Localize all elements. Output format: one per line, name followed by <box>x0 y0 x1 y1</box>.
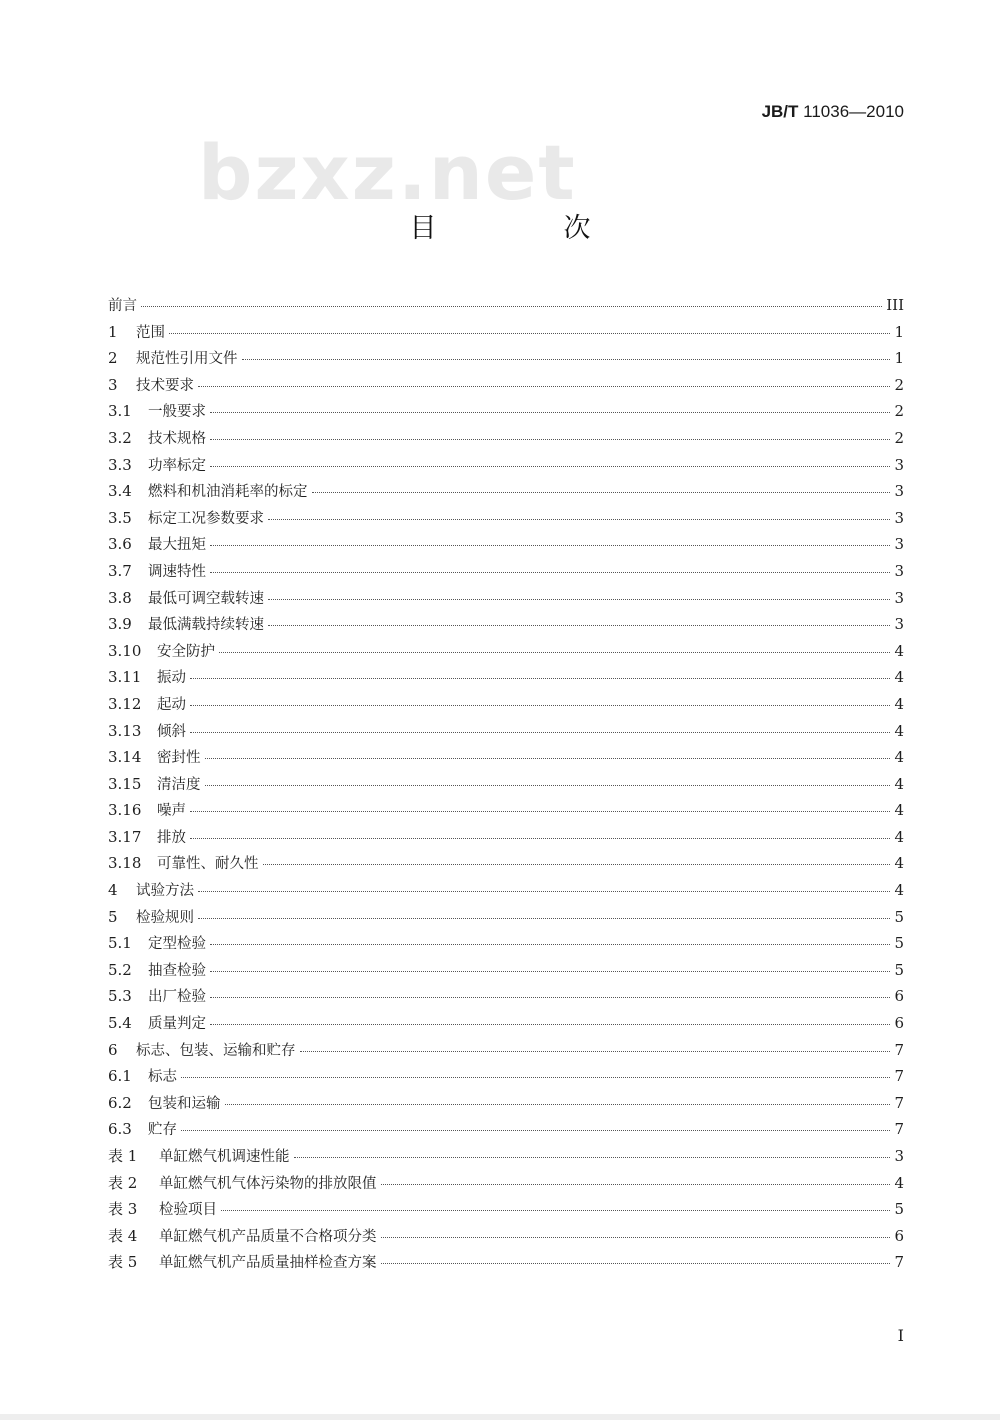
toc-entry-number: 3.1 <box>108 402 132 421</box>
toc-dot-leader <box>210 412 890 413</box>
toc-entry-title: 包装和运输 <box>148 1095 221 1112</box>
toc-dot-leader <box>181 1077 890 1078</box>
toc-entry-number: 3.11 <box>108 668 142 687</box>
toc-entry[interactable] <box>108 319 904 346</box>
toc-entry-title: 调速特性 <box>148 563 206 580</box>
toc-entry-number: 5.4 <box>108 1014 132 1033</box>
toc-entry-page: 7 <box>894 1253 904 1272</box>
toc-entry-page: 2 <box>894 375 904 394</box>
toc-dot-leader <box>263 864 891 865</box>
toc-entry-page: 6 <box>894 1226 904 1245</box>
toc-entry-title: 单缸燃气机产品质量抽样检查方案 <box>159 1255 377 1272</box>
toc-entry-page: 7 <box>894 1040 904 1059</box>
toc-dot-leader <box>210 466 890 467</box>
toc-entry-title: 检验项目 <box>159 1202 217 1219</box>
toc-dot-leader <box>210 944 890 945</box>
toc-entry-title: 技术规格 <box>148 430 206 447</box>
toc-entry-page: 2 <box>894 402 904 421</box>
toc-dot-leader <box>210 971 890 972</box>
toc-entry-title: 密封性 <box>157 750 201 767</box>
toc-entry-title: 质量判定 <box>148 1016 206 1033</box>
toc-entry[interactable] <box>108 638 904 665</box>
toc-dot-leader <box>312 492 891 493</box>
toc-entry[interactable] <box>108 345 904 372</box>
toc-entry-title: 单缸燃气机产品质量不合格项分类 <box>159 1228 377 1245</box>
toc-dot-leader <box>294 1157 891 1158</box>
toc-entry-page: 3 <box>894 482 904 501</box>
toc-dot-leader <box>190 705 890 706</box>
toc-dot-leader <box>190 678 890 679</box>
toc-entry-number: 3.13 <box>108 721 142 740</box>
toc-entry[interactable] <box>108 904 904 931</box>
toc-dot-leader <box>381 1184 891 1185</box>
watermark: bzxz.net <box>198 128 577 217</box>
toc-entry-page: 4 <box>894 668 904 687</box>
toc-entry[interactable] <box>108 531 904 558</box>
toc-entry[interactable] <box>108 398 904 425</box>
toc-entry-page: 4 <box>894 694 904 713</box>
toc-dot-leader <box>181 1130 890 1131</box>
toc-entry[interactable] <box>108 452 904 479</box>
toc-entry[interactable] <box>108 505 904 532</box>
toc-entry[interactable] <box>108 372 904 399</box>
page-title: 目 次 <box>409 213 641 244</box>
toc-entry-title: 抽查检验 <box>148 962 206 979</box>
toc-entry-page: 7 <box>894 1067 904 1086</box>
toc-entry-number: 2 <box>108 349 118 368</box>
toc-entry[interactable] <box>108 930 904 957</box>
toc-dot-leader <box>381 1263 891 1264</box>
toc-entry-page: 3 <box>894 1147 904 1165</box>
toc-dot-leader <box>221 1210 890 1211</box>
toc-dot-leader <box>205 758 891 759</box>
toc-entry-number: 3.17 <box>108 827 142 846</box>
toc-entry-page: 4 <box>894 721 904 740</box>
toc-dot-leader <box>190 838 890 839</box>
standard-prefix: JB/T <box>761 102 799 121</box>
toc-entry-number: 5 <box>108 907 118 926</box>
toc-entry[interactable] <box>108 664 904 691</box>
toc-entry-number: 6.2 <box>108 1093 132 1112</box>
toc-entry-title: 最低可调空载转速 <box>148 590 264 607</box>
toc-entry-page: 7 <box>894 1120 904 1139</box>
toc-entry-number: 3.10 <box>108 641 142 660</box>
toc-entry-title: 清洁度 <box>157 776 201 793</box>
toc-entry-page: 1 <box>894 322 904 341</box>
toc-entry-number: 3.4 <box>108 482 132 501</box>
toc-dot-leader <box>198 918 890 919</box>
toc-entry-number: 3.16 <box>108 801 142 820</box>
toc-dot-leader <box>198 386 890 387</box>
toc-entry-page: 7 <box>894 1093 904 1112</box>
toc-entry[interactable] <box>108 1010 904 1037</box>
toc-entry-page: 6 <box>894 987 904 1006</box>
toc-entry-number: 6.1 <box>108 1067 132 1086</box>
toc-entry-page: 5 <box>894 960 904 979</box>
toc-entry-number: 5.1 <box>108 934 132 953</box>
toc-entry-number: 3.5 <box>108 508 132 527</box>
toc-entry-number: 4 <box>108 881 118 900</box>
toc-dot-leader <box>225 1104 891 1105</box>
toc-entry-title: 标志 <box>148 1069 177 1086</box>
toc-dot-leader <box>210 572 890 573</box>
toc-entry-number: 3.8 <box>108 588 132 607</box>
toc-entry[interactable] <box>108 478 904 505</box>
toc-entry[interactable] <box>108 292 904 319</box>
toc-entry-page: 4 <box>894 801 904 820</box>
toc-entry-page: 5 <box>894 934 904 953</box>
toc-entry[interactable] <box>108 850 904 877</box>
toc-entry-page: 4 <box>894 748 904 767</box>
toc-entry-title: 功率标定 <box>148 457 206 474</box>
toc-entry-title: 噪声 <box>157 803 186 820</box>
toc-entry-title: 贮存 <box>148 1122 177 1139</box>
toc-entry-title: 标志、包装、运输和贮存 <box>136 1042 296 1059</box>
toc-entry-page: 4 <box>894 774 904 793</box>
toc-entry[interactable] <box>108 611 904 638</box>
toc-entry-title: 单缸燃气机调速性能 <box>159 1149 290 1165</box>
toc-entry-number: 表 1 <box>108 1147 138 1165</box>
toc-entry-title: 一般要求 <box>148 404 206 421</box>
toc-entry-title: 检验规则 <box>136 909 194 926</box>
toc-entry-number: 3.12 <box>108 694 142 713</box>
toc-entry-number: 表 4 <box>108 1226 138 1245</box>
toc-entry-page: 4 <box>894 827 904 846</box>
toc-entry[interactable] <box>108 1037 904 1064</box>
toc-dot-leader <box>268 519 890 520</box>
toc-dot-leader <box>381 1237 891 1238</box>
toc-dot-leader <box>268 599 890 600</box>
toc-entry-number: 6 <box>108 1040 118 1059</box>
toc-entry-title: 振动 <box>157 670 186 687</box>
toc-entry-page: 3 <box>894 561 904 580</box>
toc-entry[interactable] <box>108 824 904 851</box>
toc-entry[interactable] <box>108 718 904 745</box>
toc-entry-page: 6 <box>894 1014 904 1033</box>
toc-entry-title: 试验方法 <box>136 883 194 900</box>
toc-entry[interactable] <box>108 425 904 452</box>
toc-entry[interactable] <box>108 1090 904 1117</box>
toc-entry-title: 范围 <box>136 324 165 341</box>
toc-entry-number: 3.7 <box>108 561 132 580</box>
toc-dot-leader <box>190 732 890 733</box>
toc-entry-page: 3 <box>894 455 904 474</box>
toc-entry-number: 3.9 <box>108 615 132 634</box>
toc-entry-title: 最大扭矩 <box>148 537 206 554</box>
toc-entry[interactable] <box>108 691 904 718</box>
toc-entry-page: 4 <box>894 854 904 873</box>
toc-entry-number: 3 <box>108 375 118 394</box>
toc-entry-number: 3.15 <box>108 774 142 793</box>
toc-entry[interactable] <box>108 585 904 612</box>
toc-entry[interactable] <box>108 1170 904 1197</box>
standard-code: 11036—2010 <box>803 102 904 121</box>
toc-dot-leader <box>141 306 882 307</box>
toc-entry[interactable] <box>108 877 904 904</box>
toc-entry-title: 起动 <box>157 696 186 713</box>
toc-entry-page: 3 <box>894 615 904 634</box>
toc-entry-title: 技术要求 <box>136 377 194 394</box>
toc-entry-title: 倾斜 <box>157 723 186 740</box>
toc-entry-number: 5.2 <box>108 960 132 979</box>
toc-entry[interactable] <box>108 558 904 585</box>
toc-entry-number: 表 3 <box>108 1200 138 1219</box>
toc-dot-leader <box>242 359 891 360</box>
toc-dot-leader <box>210 439 890 440</box>
toc-entry[interactable] <box>108 771 904 798</box>
toc-entry-page: 4 <box>894 641 904 660</box>
toc-entry[interactable] <box>108 797 904 824</box>
toc-entry-title: 规范性引用文件 <box>136 351 238 368</box>
toc-entry-number: 表 5 <box>108 1253 138 1272</box>
toc-dot-leader <box>210 545 890 546</box>
toc-entry-page: 3 <box>894 588 904 607</box>
toc-entry-title: 可靠性、耐久性 <box>157 856 259 873</box>
toc-entry[interactable] <box>108 957 904 984</box>
toc-entry-title: 前言 <box>108 298 137 314</box>
table-of-contents <box>108 292 904 1276</box>
toc-entry-page: III <box>886 296 904 314</box>
toc-entry-number: 1 <box>108 322 118 341</box>
toc-entry-page: 3 <box>894 535 904 554</box>
toc-entry[interactable] <box>108 744 904 771</box>
toc-entry[interactable] <box>108 1249 904 1276</box>
toc-dot-leader <box>268 625 890 626</box>
toc-entry-title: 最低满载持续转速 <box>148 617 264 634</box>
toc-dot-leader <box>210 997 890 998</box>
toc-entry[interactable] <box>108 1143 904 1170</box>
toc-entry-number: 表 2 <box>108 1173 138 1192</box>
bottom-edge <box>0 1414 1000 1420</box>
toc-entry-page: 5 <box>894 1200 904 1219</box>
toc-entry-title: 单缸燃气机气体污染物的排放限值 <box>159 1175 377 1192</box>
toc-entry[interactable] <box>108 983 904 1010</box>
toc-entry-page: 4 <box>894 881 904 900</box>
toc-entry-title: 标定工况参数要求 <box>148 510 264 527</box>
toc-entry-title: 出厂检验 <box>148 989 206 1006</box>
toc-dot-leader <box>198 891 890 892</box>
toc-dot-leader <box>205 785 891 786</box>
toc-entry-page: 1 <box>894 349 904 368</box>
toc-dot-leader <box>169 333 890 334</box>
toc-dot-leader <box>210 1024 890 1025</box>
standard-number <box>762 102 904 122</box>
toc-dot-leader <box>219 652 890 653</box>
toc-entry-page: 2 <box>894 428 904 447</box>
toc-entry-title: 排放 <box>157 829 186 846</box>
toc-entry-number: 5.3 <box>108 987 132 1006</box>
toc-entry-number: 3.14 <box>108 748 142 767</box>
toc-entry-page: 3 <box>894 508 904 527</box>
toc-entry-page: 4 <box>894 1173 904 1192</box>
toc-entry-title: 安全防护 <box>157 643 215 660</box>
toc-entry[interactable] <box>108 1116 904 1143</box>
toc-entry-title: 燃料和机油消耗率的标定 <box>148 484 308 501</box>
toc-entry[interactable] <box>108 1196 904 1223</box>
toc-entry-number: 3.3 <box>108 455 132 474</box>
toc-entry-number: 3.18 <box>108 854 142 873</box>
toc-entry[interactable] <box>108 1223 904 1250</box>
toc-entry-number: 3.2 <box>108 428 132 447</box>
toc-entry[interactable] <box>108 1063 904 1090</box>
page-number: I <box>897 1326 904 1345</box>
toc-dot-leader <box>300 1051 891 1052</box>
toc-entry-page: 5 <box>894 907 904 926</box>
toc-dot-leader <box>190 811 890 812</box>
toc-entry-title: 定型检验 <box>148 936 206 953</box>
toc-entry-number: 6.3 <box>108 1120 132 1139</box>
toc-entry-number: 3.6 <box>108 535 132 554</box>
